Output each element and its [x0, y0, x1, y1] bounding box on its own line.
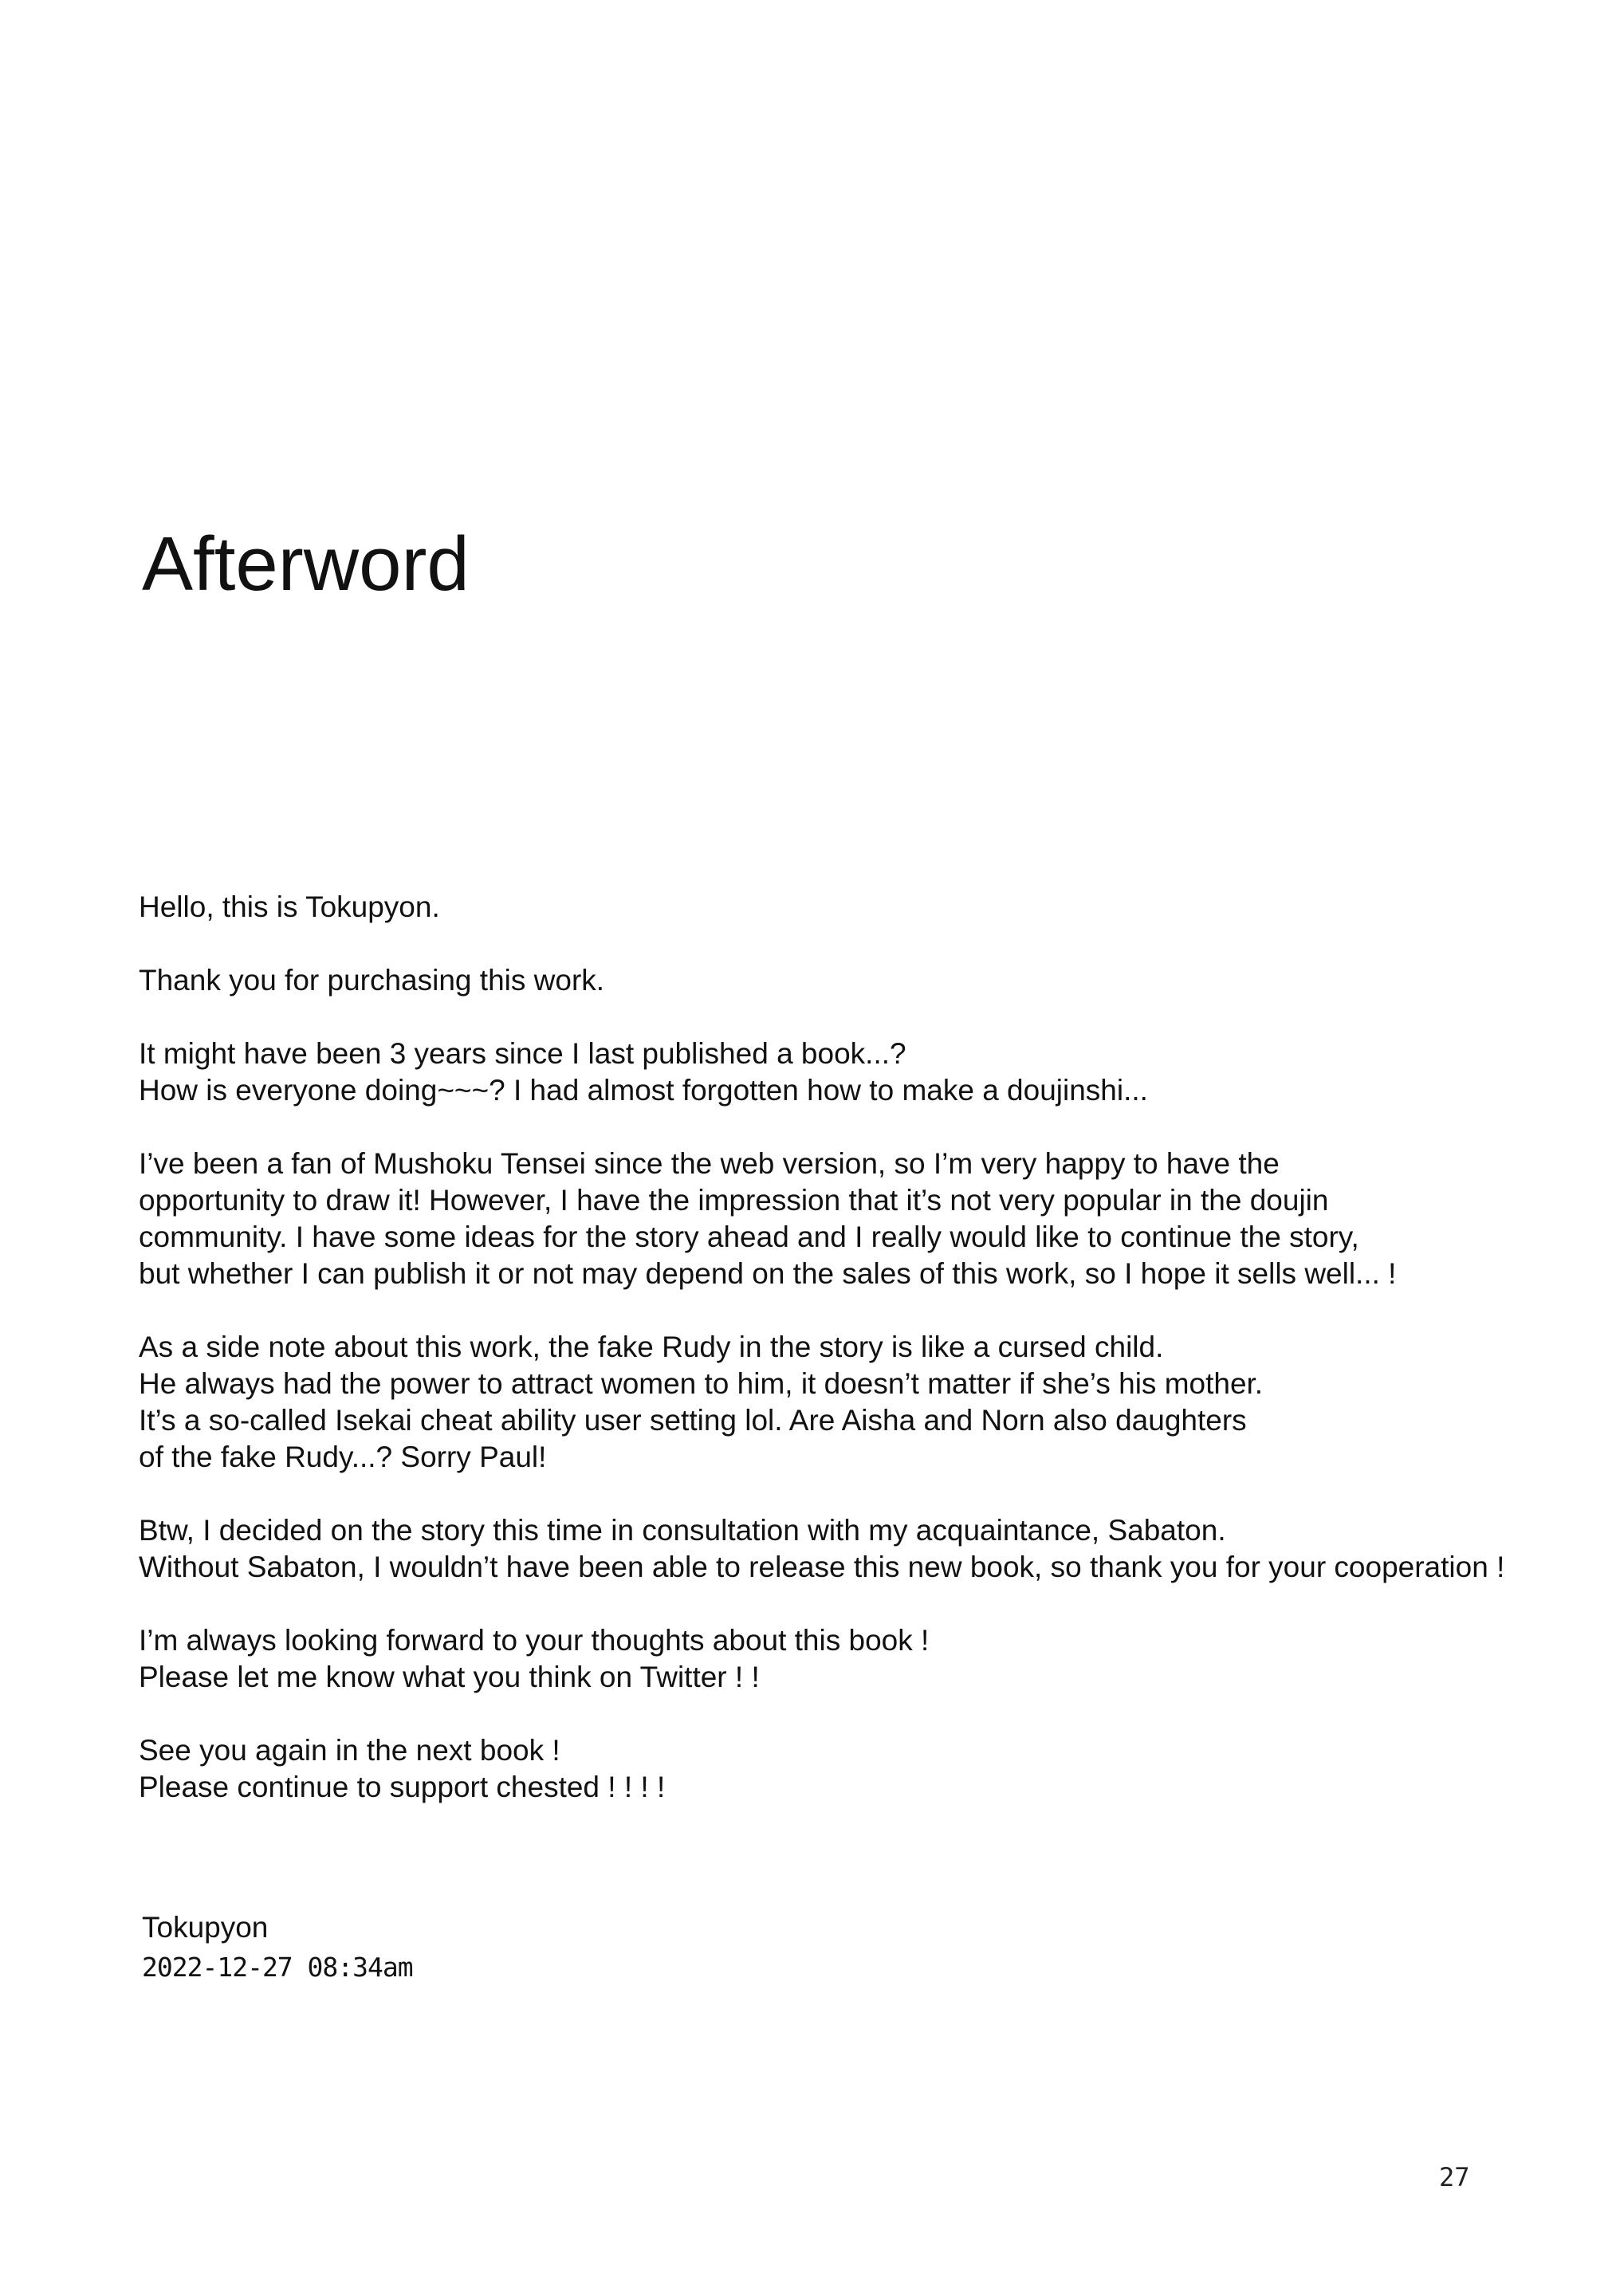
text-line: Without Sabaton, I wouldn’t have been able to release this new book, so thank you for your cooperation !	[139, 1551, 1505, 1583]
paragraph-closing	[139, 1732, 1574, 1806]
text-line: Btw, I decided on the story this time in consultation with my acquaintance, Sabaton.	[139, 1514, 1226, 1547]
text-line: Thank you for purchasing this work.	[139, 964, 605, 997]
text-line: of the fake Rudy...? Sorry Paul!	[139, 1441, 547, 1473]
text-line: He always had the power to attract women to him, it doesn’t matter if she’s his mother.	[139, 1367, 1264, 1400]
page-title: Afterword	[142, 521, 470, 607]
afterword-body	[139, 889, 1574, 1842]
paragraph-fan	[139, 1146, 1574, 1292]
text-line: opportunity to draw it! However, I have the impression that it’s not very popular in the doujin	[139, 1184, 1329, 1217]
paragraph-thoughts	[139, 1622, 1574, 1696]
text-line: It’s a so-called Isekai cheat ability user setting lol. Are Aisha and Norn also daughters	[139, 1404, 1247, 1437]
signature-name: Tokupyon	[142, 1911, 269, 1944]
signature-date: 2022-12-27 08:34am	[142, 1952, 413, 1983]
page-number: 27	[1439, 2162, 1470, 2192]
text-line: Please let me know what you think on Twitter ! !	[139, 1661, 760, 1693]
text-line: community. I have some ideas for the story ahead and I really would like to continue the story,	[139, 1221, 1359, 1253]
text-line: As a side note about this work, the fake Rudy in the story is like a cursed child.	[139, 1331, 1164, 1363]
text-line: It might have been 3 years since I last published a book...?	[139, 1037, 906, 1070]
text-line: Hello, this is Tokupyon.	[139, 890, 440, 923]
text-line: How is everyone doing~~~? I had almost forgotten how to make a doujinshi...	[139, 1074, 1148, 1107]
paragraph-sabaton	[139, 1512, 1574, 1586]
paragraph-greeting	[139, 889, 1574, 926]
text-line: but whether I can publish it or not may depend on the sales of this work, so I hope it sells well... !	[139, 1257, 1397, 1290]
paragraph-years	[139, 1036, 1574, 1109]
paragraph-side-note	[139, 1329, 1574, 1476]
text-line: See you again in the next book !	[139, 1734, 560, 1767]
text-line: Please continue to support chested ! ! ! !	[139, 1771, 666, 1803]
signature-block	[142, 1908, 413, 1987]
text-line: I’m always looking forward to your thoughts about this book !	[139, 1624, 930, 1657]
text-line: I’ve been a fan of Mushoku Tensei since the web version, so I’m very happy to have the	[139, 1147, 1280, 1180]
paragraph-thanks	[139, 962, 1574, 999]
